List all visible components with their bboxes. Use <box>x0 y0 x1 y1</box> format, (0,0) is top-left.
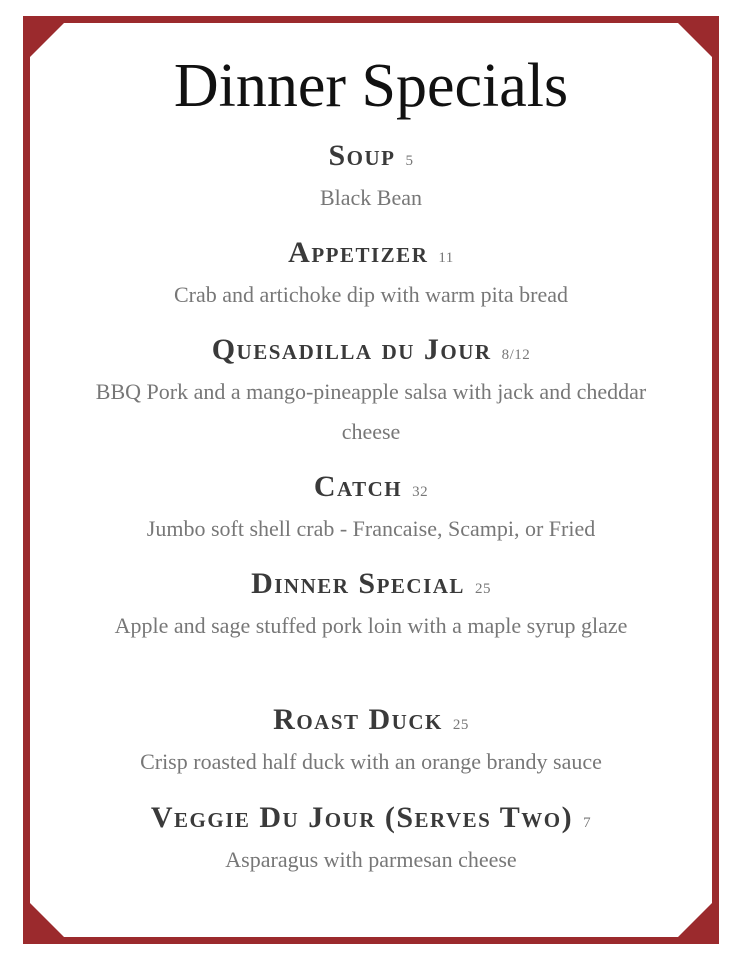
menu-item-description: BBQ Pork and a mango-pineapple salsa with jack and cheddar cheese <box>95 379 647 444</box>
menu-item-price: 5 <box>405 153 414 169</box>
menu-item-heading <box>60 801 682 840</box>
menu-item-name: Veggie Du Jour (Serves Two) <box>150 801 574 834</box>
menu-item-heading <box>60 567 682 606</box>
menu-item-price: 7 <box>583 815 592 831</box>
menu-item-dinner-special <box>60 567 682 646</box>
menu-item-price: 11 <box>438 250 454 266</box>
menu-item-heading <box>60 470 682 509</box>
menu-item-name: Soup <box>328 139 396 172</box>
page-title: Dinner Specials <box>173 52 569 120</box>
menu-item-quesadilla <box>60 333 682 452</box>
frame-corner-bottom-left <box>30 903 64 937</box>
menu-item-heading <box>60 236 682 275</box>
menu-item-description: Crisp roasted half duck with an orange brandy sauce <box>140 749 602 774</box>
menu-item-name: Roast Duck <box>273 703 443 736</box>
menu-item-price: 25 <box>452 717 469 733</box>
menu-item-veggie <box>60 801 682 880</box>
menu-item-roast-duck <box>60 703 682 782</box>
menu-item-description: Crab and artichoke dip with warm pita bread <box>173 282 569 307</box>
menu-item-name: Catch <box>313 470 403 503</box>
menu-item-name: Quesadilla du Jour <box>211 333 492 366</box>
menu-item-appetizer <box>60 236 682 315</box>
menu-item-price: 8/12 <box>501 347 531 363</box>
menu-item-description: Jumbo soft shell crab - Francaise, Scampi, or Fried <box>146 516 596 541</box>
menu-item-heading <box>60 703 682 742</box>
menu-item-price: 25 <box>474 581 491 597</box>
menu-item-name: Appetizer <box>288 236 429 269</box>
menu-item-description: Asparagus with parmesan cheese <box>225 847 517 872</box>
menu-item-heading <box>60 139 682 178</box>
menu-item-name: Dinner Special <box>251 567 465 600</box>
frame-corner-bottom-right <box>678 903 712 937</box>
menu-item-description: Black Bean <box>319 185 423 210</box>
menu-item-catch <box>60 470 682 549</box>
menu-item-price: 32 <box>412 484 429 500</box>
menu-item-description: Apple and sage stuffed pork loin with a maple syrup glaze <box>114 613 628 638</box>
menu-item-soup <box>60 139 682 218</box>
menu-item-heading <box>60 333 682 372</box>
